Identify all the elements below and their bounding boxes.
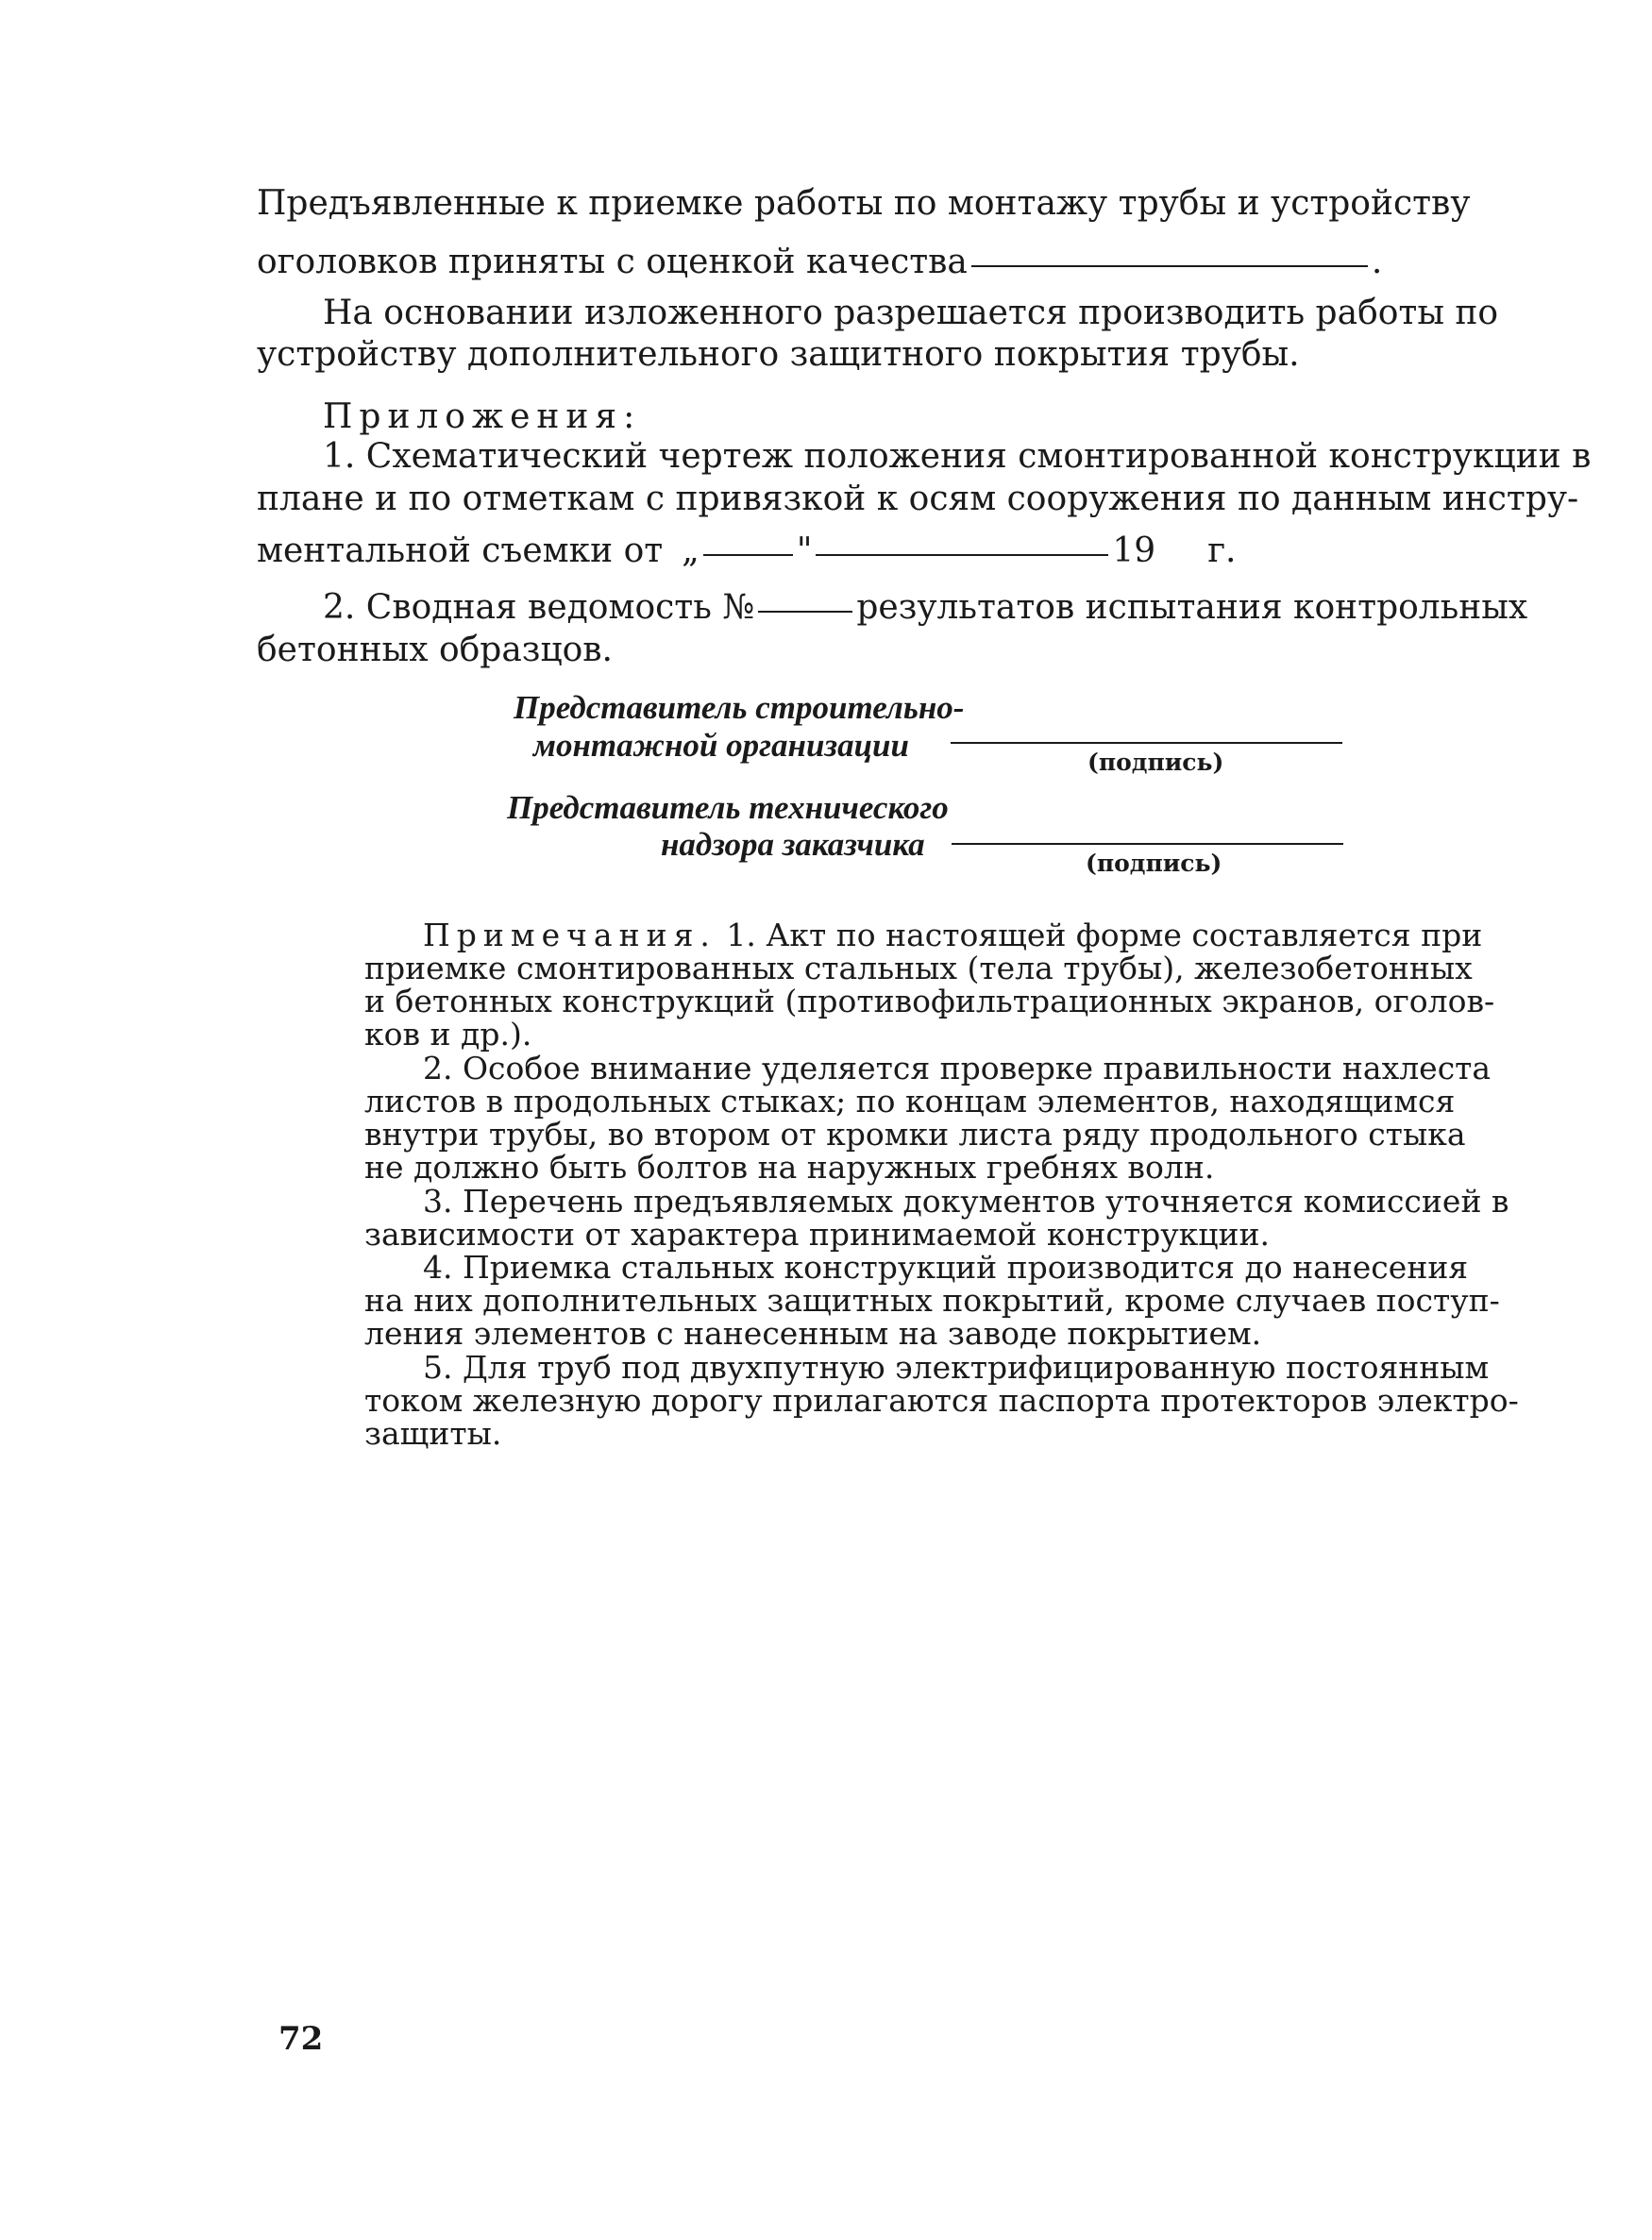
page-number: 72 — [278, 2020, 324, 2058]
note-line: ления элементов с нанесенным на заводе покрытием. — [364, 1315, 1262, 1352]
note-line: внутри трубы, во втором от кромки листа ряду продольного стыка — [364, 1116, 1466, 1153]
body-line: На основании изложенного разрешается производить работы по — [323, 294, 1499, 332]
note-line: Примечания. 1. Акт по настоящей форме составляется при — [423, 917, 1483, 953]
rep1-title-line1: Представитель строительно- — [514, 689, 965, 726]
note-line: листов в продольных стыках; по концам элементов, находящимся — [364, 1083, 1456, 1120]
note-line: и бетонных конструкций (противофильтрационных экранов, оголов- — [364, 983, 1495, 1019]
attachment-line: 1. Схематический чертеж положения смонтированной конструкции в — [323, 437, 1592, 476]
attachments-heading: Приложения: — [323, 397, 642, 436]
note-line: зависимости от характера принимаемой конструкции. — [364, 1216, 1270, 1253]
signature-line — [952, 843, 1343, 845]
body-line: оголовков приняты с оценкой качества . — [257, 243, 1383, 281]
signature-line — [951, 742, 1342, 744]
note-line: 4. Приемка стальных конструкций производится до нанесения — [423, 1249, 1469, 1286]
number-blank — [758, 607, 852, 613]
note-line: приемке смонтированных стальных (тела трубы), железобетонных — [364, 950, 1473, 986]
note-line: не должно быть болтов на наружных гребнях волн. — [364, 1149, 1215, 1186]
attachment-line: 2. Сводная ведомость № результатов испытания контрольных — [323, 588, 1528, 627]
body-line: устройству дополнительного защитного покрытия трубы. — [257, 335, 1300, 374]
rep2-title-line2: надзора заказчика — [661, 826, 925, 863]
attachment-line: бетонных образцов. — [257, 631, 613, 669]
quality-grade-blank — [971, 261, 1368, 267]
rep2-title-line1: Представитель технического — [507, 789, 949, 826]
note-line: ков и др.). — [364, 1016, 532, 1053]
month-blank — [816, 550, 1108, 556]
note-line: током железную дорогу прилагаются паспорта протекторов электро- — [364, 1382, 1519, 1419]
attachment-line: плане и по отметкам с привязкой к осям сооружения по данным инстру- — [257, 480, 1579, 518]
body-line: Предъявленные к приемке работы по монтажу трубы и устройству — [257, 184, 1471, 223]
note-line: защиты. — [364, 1415, 502, 1452]
note-line: 5. Для труб под двухпутную электрифицированную постоянным — [423, 1349, 1490, 1386]
rep1-title-line2: монтажной организации — [533, 727, 909, 764]
attachment-line: ментальной съемки от „ " 19 г. — [257, 531, 1237, 570]
signature-caption: (подпись) — [1086, 850, 1222, 877]
note-line: 2. Особое внимание уделяется проверке правильности нахлеста — [423, 1050, 1492, 1086]
signature-caption: (подпись) — [1087, 749, 1224, 776]
note-line: на них дополнительных защитных покрытий, кроме случаев поступ- — [364, 1282, 1500, 1319]
day-blank — [703, 550, 793, 556]
note-line: 3. Перечень предъявляемых документов уточняется комиссией в — [423, 1183, 1509, 1220]
